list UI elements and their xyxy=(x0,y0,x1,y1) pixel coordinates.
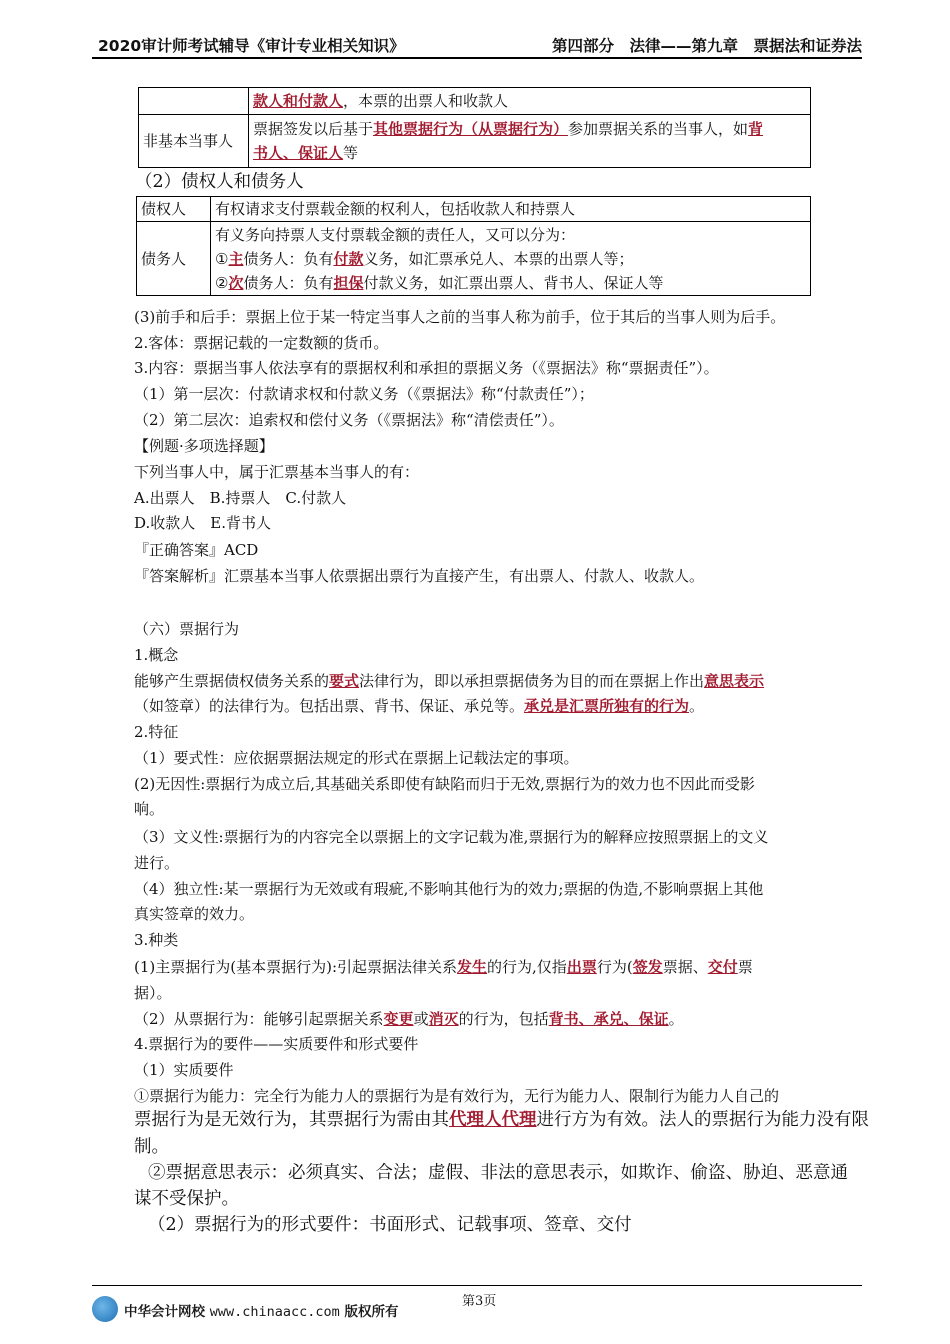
cell-text: ，本票的出票人和收款人 xyxy=(343,92,509,110)
emphasis-text: 书人、保证人 xyxy=(253,144,344,162)
table-row xyxy=(139,115,811,168)
text-line: （3）文义性:票据行为的内容完全以票据上的文字记载为准,票据行为的解释应按照票据上的文义 xyxy=(134,828,769,846)
line-text: 或 xyxy=(413,1010,429,1028)
emphasis-text: 签发 xyxy=(632,958,663,976)
subheading: 2.特征 xyxy=(134,723,179,741)
creditor-debtor-table xyxy=(136,196,811,296)
cell-text: ① xyxy=(215,249,229,268)
emphasis-text: 担保 xyxy=(333,273,364,292)
brand-site: www.chinaacc.com xyxy=(209,1304,340,1320)
text-line: （2）票据行为的形式要件：书面形式、记载事项、签章、交付 xyxy=(148,1215,632,1235)
text-line: （2）第二层次：追索权和偿付义务（《票据法》称“清偿责任”）。 xyxy=(134,411,564,429)
emphasis-text: 发生 xyxy=(457,958,488,976)
subheading: 3.种类 xyxy=(134,931,179,949)
text-line: （1）实质要件 xyxy=(134,1061,234,1079)
cell-text: 付款义务，如汇票出票人、背书人、保证人等 xyxy=(363,273,664,292)
header-divider xyxy=(92,57,862,59)
line-text: 。 xyxy=(668,1010,684,1028)
text-line: （4）独立性:某一票据行为无效或有瑕疵,不影响其他行为的效力;票据的伪造,不影响票据上其他 xyxy=(134,880,764,898)
text-line: 制。 xyxy=(134,1137,169,1157)
cell-text: 义务，如汇票承兑人、本票的出票人等； xyxy=(363,249,634,268)
emphasis-text: 承兑是汇票所独有的行为 xyxy=(524,697,690,715)
footer-divider xyxy=(92,1285,862,1286)
answer-text: 『正确答案』ACD xyxy=(134,541,259,559)
table-cell xyxy=(249,115,811,168)
text-line: 2.客体：票据记载的一定数额的货币。 xyxy=(134,334,389,352)
line-text: （2）从票据行为：能够引起票据关系 xyxy=(134,1010,384,1028)
cell-text: 债务人：负有 xyxy=(243,273,334,292)
emphasis-text: 款人和付款人 xyxy=(253,92,344,110)
table-cell xyxy=(249,88,811,115)
emphasis-text: 背 xyxy=(748,120,764,138)
text-line: (2)无因性:票据行为成立后,其基础关系即使有缺陷而归于无效,票据行为的效力也不因此而受影 xyxy=(134,775,755,793)
subheading: 4.票据行为的要件——实质要件和形式要件 xyxy=(134,1035,419,1053)
creditor-label: 债权人 xyxy=(137,197,211,222)
page-header xyxy=(92,30,862,56)
emphasis-text: 主 xyxy=(228,249,244,268)
emphasis-text: 代理人代理 xyxy=(449,1110,537,1130)
text-line: （1）要式性：应依据票据法规定的形式在票据上记载法定的事项。 xyxy=(134,749,579,767)
table-row xyxy=(137,197,811,222)
emphasis-text: 消灭 xyxy=(428,1010,459,1028)
line-text: 行为( xyxy=(596,958,633,976)
creditor-text: 有权请求支付票载金额的权利人，包括收款人和持票人 xyxy=(211,197,811,222)
emphasis-text: 意思表示 xyxy=(704,672,765,690)
text-line: （1）第一层次：付款请求权和付款义务（《票据法》称“付款责任”）； xyxy=(134,385,594,403)
emphasis-text: 要式 xyxy=(329,672,360,690)
cell-text: ② xyxy=(215,273,229,292)
option-line: A.出票人 B.持票人 C.付款人 xyxy=(134,489,347,507)
text-line xyxy=(134,1110,869,1130)
text-line: 据）。 xyxy=(134,984,172,1002)
line-text: 票据、 xyxy=(662,958,708,976)
text-line xyxy=(134,696,704,716)
debtor-label: 债务人 xyxy=(137,222,211,296)
table-row xyxy=(137,222,811,296)
option-line: D.收款人 E.背书人 xyxy=(134,514,271,532)
text-line: 3.内容：票据当事人依法享有的票据权利和承担的票据义务（《票据法》称“票据责任”）。 xyxy=(134,359,719,377)
emphasis-text: 次 xyxy=(228,273,244,292)
non-basic-party-label: 非基本当事人 xyxy=(139,115,249,168)
line-text: 票据行为是无效行为，其票据行为需由其 xyxy=(134,1110,449,1130)
text-line: 谋不受保护。 xyxy=(134,1189,239,1209)
debtor-line: 有义务向持票人支付票载金额的责任人，又可以分为： xyxy=(215,225,576,244)
party-table xyxy=(138,87,811,168)
footer-brand xyxy=(124,1300,398,1320)
text-line: ①票据行为能力：完全行为能力人的票据行为是有效行为，无行为能力人、限制行为能力人自己的 xyxy=(134,1087,780,1105)
emphasis-text: 变更 xyxy=(383,1010,414,1028)
cell-text: 票据签发以后基于 xyxy=(253,120,374,138)
line-text: 。 xyxy=(689,697,705,715)
emphasis-text: 交付 xyxy=(707,958,738,976)
brand-logo-icon xyxy=(92,1296,118,1322)
line-text: 法律行为，即以承担票据债务为目的而在票据上作出 xyxy=(359,672,705,690)
table-cell xyxy=(211,222,811,296)
text-line: ②票据意思表示：必须真实、合法；虚假、非法的意思表示，如欺诈、偷盗、胁迫、恶意通 xyxy=(148,1163,848,1183)
brand-name: 中华会计网校 xyxy=(124,1304,205,1320)
cell-text: 等 xyxy=(343,144,359,162)
text-line xyxy=(134,957,753,977)
subheading: 1.概念 xyxy=(134,646,179,664)
line-text: （如签章）的法律行为。包括出票、背书、保证、承兑等。 xyxy=(134,697,525,715)
text-line xyxy=(134,1009,684,1029)
section-title: （2）债权人和债务人 xyxy=(135,172,304,192)
line-text: 票 xyxy=(737,958,753,976)
text-line: 真实签章的效力。 xyxy=(134,905,255,923)
text-line: 进行。 xyxy=(134,854,180,872)
emphasis-text: 背书、承兑、保证 xyxy=(548,1010,669,1028)
text-line xyxy=(134,671,764,691)
header-right-title: 第四部分 法律——第九章 票据法和证券法 xyxy=(551,37,862,55)
cell-text: 债务人：负有 xyxy=(243,249,334,268)
answer-analysis: 『答案解析』汇票基本当事人依票据出票行为直接产生，有出票人、付款人、收款人。 xyxy=(134,567,705,585)
line-text: 进行方为有效。法人的票据行为能力没有限 xyxy=(536,1110,869,1130)
emphasis-text: 其他票据行为（从票据行为） xyxy=(373,120,569,138)
header-left-title: 2020审计师考试辅导《审计专业相关知识》 xyxy=(98,37,405,55)
page-number: 第3页 xyxy=(462,1294,497,1309)
copyright-text: 版权所有 xyxy=(344,1304,399,1320)
line-text: 的行为，包括 xyxy=(458,1010,549,1028)
cell-text: 参加票据关系的当事人，如 xyxy=(568,120,749,138)
emphasis-text: 付款 xyxy=(333,249,364,268)
table-cell-empty xyxy=(139,88,249,115)
text-line: 响。 xyxy=(134,800,165,818)
example-title: 【例题·多项选择题】 xyxy=(134,437,274,455)
line-text: 能够产生票据债权债务关系的 xyxy=(134,672,330,690)
text-line: (3)前手和后手：票据上位于某一特定当事人之前的当事人称为前手，位于其后的当事人则为后手。 xyxy=(134,308,786,326)
emphasis-text: 出票 xyxy=(566,958,597,976)
line-text: (1)主票据行为(基本票据行为):引起票据法律关系 xyxy=(134,958,458,976)
line-text: 的行为,仅指 xyxy=(487,958,567,976)
table-row xyxy=(139,88,811,115)
section-heading: （六）票据行为 xyxy=(134,620,240,638)
question-text: 下列当事人中，属于汇票基本当事人的有： xyxy=(134,463,420,481)
